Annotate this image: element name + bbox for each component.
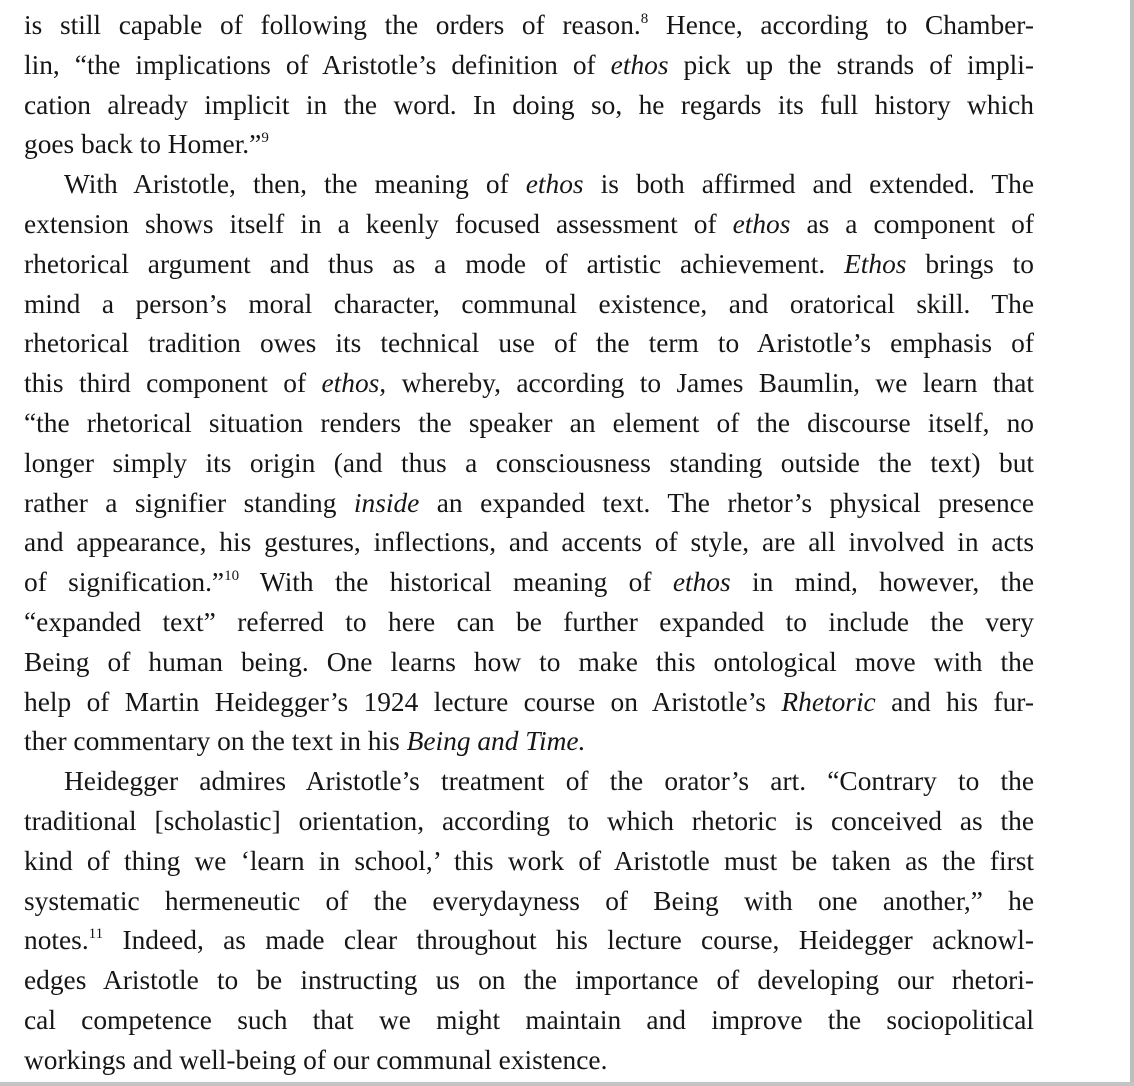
italic-run: Rhetoric xyxy=(781,686,876,717)
text-line xyxy=(24,1041,1034,1081)
text-run: edges Aristotle to be instructing us on the importance of developing our rhetori- xyxy=(24,965,1034,996)
italic-run: ethos xyxy=(732,208,791,239)
text-run: as a component of xyxy=(790,208,1034,239)
text-run: in mind, however, the xyxy=(730,567,1034,598)
text-run: lin, “the implications of Aristotle’s definition of xyxy=(24,49,611,80)
text-run: help of Martin Heidegger’s 1924 lecture course on Aristotle’s xyxy=(24,686,782,717)
text-run: mind a person’s moral character, communal existence, and oratorical skill. The xyxy=(24,288,1034,319)
italic-run: inside xyxy=(353,487,420,518)
text-line xyxy=(24,762,1034,802)
text-run: Being of human being. One learns how to make this ontological move with the xyxy=(24,646,1034,677)
text-line xyxy=(24,563,1034,603)
text-run: and appearance, his gestures, inflections, and accents of style, are all involved in acts xyxy=(24,527,1034,558)
text-run: pick up the strands of impli- xyxy=(668,49,1034,80)
footnote-marker: 9 xyxy=(261,130,269,147)
italic-run: Ethos xyxy=(844,248,907,279)
text-line xyxy=(24,603,1034,643)
text-line xyxy=(24,961,1034,1001)
body-text xyxy=(24,6,1034,1081)
text-line xyxy=(24,46,1034,86)
footnote-marker: 11 xyxy=(88,926,104,943)
paragraph xyxy=(24,165,1034,762)
text-run: systematic hermeneutic of the everydayness of Being with one another,” he xyxy=(24,885,1034,916)
text-run: an expanded text. The rhetor’s physical presence xyxy=(419,487,1034,518)
text-run: brings to xyxy=(906,248,1034,279)
text-run: With Aristotle, then, the meaning of xyxy=(64,169,526,200)
bottom-edge-rule xyxy=(0,1082,1134,1086)
text-run: workings and well-being of our communal existence. xyxy=(24,1044,608,1075)
text-run: of signification.” xyxy=(24,567,225,598)
text-line xyxy=(24,86,1034,126)
text-run: this third component of xyxy=(24,368,322,399)
text-run: is both affirmed and extended. The xyxy=(583,169,1034,200)
text-line xyxy=(24,205,1034,245)
paragraph xyxy=(24,6,1034,165)
text-run: whereby, according to James Baumlin, we learn that xyxy=(386,368,1034,399)
text-run: longer simply its origin (and thus a consciousness standing outside the text) but xyxy=(24,447,1034,478)
text-line xyxy=(24,1001,1034,1041)
text-line xyxy=(24,364,1034,404)
text-run: Hence, according to Chamber- xyxy=(648,10,1034,40)
italic-run: ethos, xyxy=(321,368,387,399)
text-run: extension shows itself in a keenly focused assessment of xyxy=(24,208,733,239)
text-line xyxy=(24,523,1034,563)
text-run: ther commentary on the text in his xyxy=(24,726,407,757)
italic-run: ethos xyxy=(672,567,731,598)
text-run: Heidegger admires Aristotle’s treatment of the orator’s art. “Contrary to the xyxy=(64,766,1034,797)
text-run: rhetorical tradition owes its technical use of the term to Aristotle’s emphasis of xyxy=(24,328,1034,359)
text-line xyxy=(24,444,1034,484)
right-edge-rule xyxy=(1130,0,1134,1086)
text-run: rather a signifier standing xyxy=(24,487,354,518)
footnote-marker: 10 xyxy=(224,568,240,585)
footnote-marker: 8 xyxy=(640,11,649,27)
italic-run: Being and Time. xyxy=(406,726,586,757)
text-run: and his fur- xyxy=(875,686,1034,717)
paragraph xyxy=(24,762,1034,1080)
text-line xyxy=(24,245,1034,285)
text-line xyxy=(24,643,1034,683)
text-run: cal competence such that we might maintain and improve the sociopolitical xyxy=(24,1004,1034,1035)
text-line xyxy=(24,404,1034,444)
text-line xyxy=(24,324,1034,364)
text-run: notes. xyxy=(24,925,89,956)
text-line xyxy=(24,6,1034,46)
text-line xyxy=(24,722,1034,762)
text-line xyxy=(24,165,1034,205)
text-line xyxy=(24,842,1034,882)
text-line xyxy=(24,285,1034,325)
text-run: rhetorical argument and thus as a mode of artistic achievement. xyxy=(24,248,845,279)
text-run: goes back to Homer.” xyxy=(24,129,262,160)
text-line xyxy=(24,921,1034,961)
text-run: With the historical meaning of xyxy=(239,567,673,598)
text-run: Indeed, as made clear throughout his lecture course, Heidegger acknowl- xyxy=(103,925,1034,956)
text-line xyxy=(24,125,1034,165)
text-run: is still capable of following the orders of reason. xyxy=(24,10,641,40)
italic-run: ethos xyxy=(525,169,584,200)
text-run: “the rhetorical situation renders the speaker an element of the discourse itself, no xyxy=(24,407,1034,438)
text-run: traditional [scholastic] orientation, according to which rhetoric is conceived as the xyxy=(24,805,1034,836)
text-run: kind of thing we ‘learn in school,’ this work of Aristotle must be taken as the first xyxy=(24,845,1034,876)
text-line xyxy=(24,882,1034,922)
text-line xyxy=(24,683,1034,723)
text-run: cation already implicit in the word. In doing so, he regards its full history which xyxy=(24,89,1034,120)
italic-run: ethos xyxy=(610,49,669,80)
text-run: “expanded text” referred to here can be further expanded to include the very xyxy=(24,606,1034,637)
text-line xyxy=(24,484,1034,524)
text-line xyxy=(24,802,1034,842)
